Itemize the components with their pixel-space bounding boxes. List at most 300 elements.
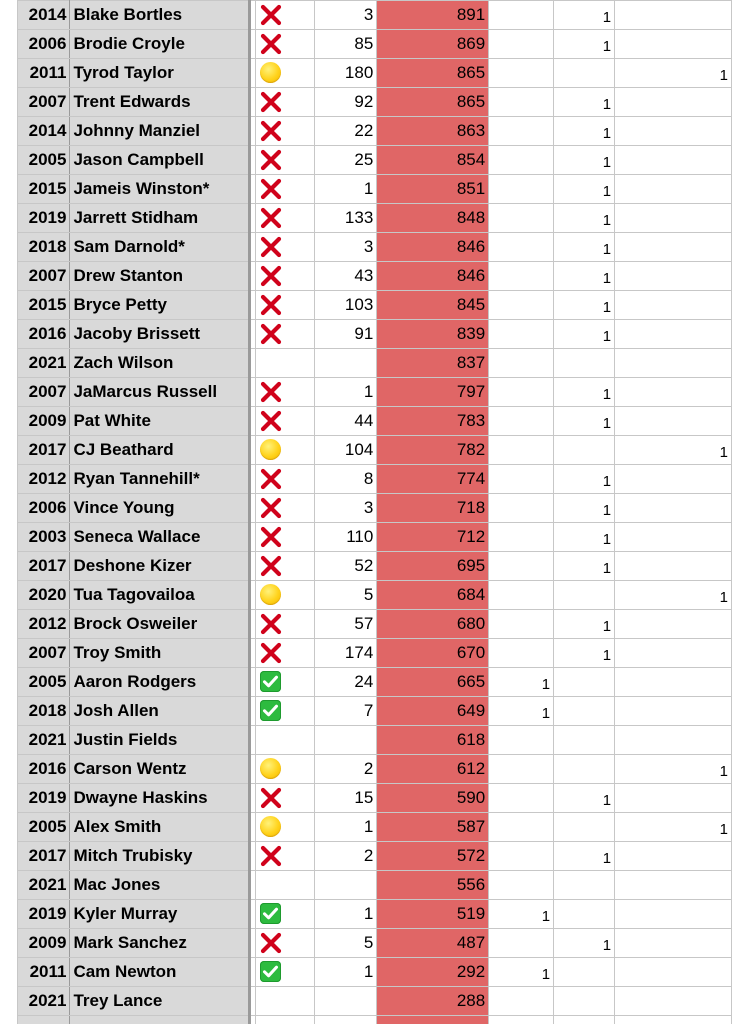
score-cell[interactable]: 288 xyxy=(377,987,489,1016)
bust-count-cell[interactable] xyxy=(554,233,615,262)
average-count-cell[interactable] xyxy=(615,378,732,407)
draft-year-cell[interactable]: 2014 xyxy=(18,117,70,146)
score-cell[interactable]: 665 xyxy=(377,668,489,697)
draft-year-cell[interactable]: 2003 xyxy=(18,523,70,552)
row-number-cell[interactable] xyxy=(0,784,18,813)
bust-count-cell[interactable] xyxy=(554,378,615,407)
success-count-cell[interactable] xyxy=(489,581,554,610)
score-cell[interactable]: 783 xyxy=(377,407,489,436)
pick-number-cell[interactable]: 1 xyxy=(315,378,377,407)
bust-count-cell[interactable] xyxy=(554,552,615,581)
success-count-cell[interactable] xyxy=(489,987,554,1016)
status-cell[interactable] xyxy=(256,784,315,813)
row-number-cell[interactable] xyxy=(0,523,18,552)
draft-year-cell[interactable]: 2021 xyxy=(18,871,70,900)
average-count-cell[interactable] xyxy=(615,871,732,900)
score-cell[interactable]: 839 xyxy=(377,320,489,349)
success-count-cell[interactable] xyxy=(489,407,554,436)
success-count-cell[interactable] xyxy=(489,1016,554,1024)
score-cell[interactable]: 865 xyxy=(377,59,489,88)
draft-year-cell[interactable]: 2009 xyxy=(18,407,70,436)
bust-count-cell[interactable] xyxy=(554,465,615,494)
draft-year-cell[interactable]: 2015 xyxy=(18,175,70,204)
score-cell[interactable]: 774 xyxy=(377,465,489,494)
success-count-cell[interactable] xyxy=(489,436,554,465)
success-count-cell[interactable] xyxy=(489,291,554,320)
draft-year-cell[interactable]: 2014 xyxy=(18,1,70,30)
status-cell[interactable] xyxy=(256,1016,315,1024)
pick-number-cell[interactable]: 3 xyxy=(315,233,377,262)
pick-number-cell[interactable]: 110 xyxy=(315,523,377,552)
bust-count-cell[interactable] xyxy=(554,929,615,958)
status-cell[interactable] xyxy=(256,552,315,581)
average-count-cell[interactable] xyxy=(615,523,732,552)
draft-year-cell[interactable]: 2007 xyxy=(18,639,70,668)
player-name-cell[interactable]: Jason Campbell xyxy=(70,146,250,175)
player-name-cell[interactable]: Ryan Tannehill* xyxy=(70,465,250,494)
draft-year-cell[interactable]: 2021 xyxy=(18,726,70,755)
success-count-cell[interactable] xyxy=(489,88,554,117)
row-number-cell[interactable] xyxy=(0,552,18,581)
score-cell[interactable]: 846 xyxy=(377,233,489,262)
average-count-cell[interactable] xyxy=(615,204,732,233)
status-cell[interactable] xyxy=(256,59,315,88)
score-cell[interactable]: 680 xyxy=(377,610,489,639)
draft-year-cell[interactable]: 2018 xyxy=(18,697,70,726)
bust-count-cell[interactable] xyxy=(554,349,615,378)
row-number-cell[interactable] xyxy=(0,349,18,378)
average-count-cell[interactable] xyxy=(615,1016,732,1024)
bust-count-cell[interactable] xyxy=(554,436,615,465)
row-number-cell[interactable] xyxy=(0,871,18,900)
success-count-cell[interactable] xyxy=(489,813,554,842)
score-cell[interactable]: 292 xyxy=(377,958,489,987)
pick-number-cell[interactable]: 133 xyxy=(315,204,377,233)
draft-year-cell[interactable]: 2015 xyxy=(18,291,70,320)
player-name-cell[interactable]: JaMarcus Russell xyxy=(70,378,250,407)
player-name-cell[interactable]: Tua Tagovailoa xyxy=(70,581,250,610)
average-count-cell[interactable] xyxy=(615,958,732,987)
bust-count-cell[interactable] xyxy=(554,581,615,610)
bust-count-cell[interactable] xyxy=(554,639,615,668)
bust-count-cell[interactable] xyxy=(554,755,615,784)
average-count-cell[interactable] xyxy=(615,1,732,30)
pick-number-cell[interactable]: 1 xyxy=(315,958,377,987)
draft-year-cell[interactable]: 2017 xyxy=(18,842,70,871)
success-count-cell[interactable] xyxy=(489,204,554,233)
status-cell[interactable] xyxy=(256,233,315,262)
pick-number-cell[interactable]: 180 xyxy=(315,59,377,88)
draft-year-cell[interactable]: 2016 xyxy=(18,320,70,349)
success-count-cell[interactable] xyxy=(489,784,554,813)
row-number-cell[interactable] xyxy=(0,900,18,929)
draft-year-cell[interactable]: 2011 xyxy=(18,958,70,987)
player-name-cell[interactable]: Mitch Trubisky xyxy=(70,842,250,871)
draft-year-cell[interactable]: 2020 xyxy=(18,581,70,610)
pick-number-cell[interactable]: 174 xyxy=(315,639,377,668)
bust-count-cell[interactable] xyxy=(554,146,615,175)
average-count-cell[interactable] xyxy=(615,842,732,871)
status-cell[interactable] xyxy=(256,755,315,784)
score-cell[interactable]: 556 xyxy=(377,871,489,900)
status-cell[interactable] xyxy=(256,378,315,407)
player-name-cell[interactable]: Drew Stanton xyxy=(70,262,250,291)
status-cell[interactable] xyxy=(256,30,315,59)
average-count-cell[interactable] xyxy=(615,349,732,378)
average-count-cell[interactable] xyxy=(615,88,732,117)
score-cell[interactable]: 854 xyxy=(377,146,489,175)
pick-number-cell[interactable]: 3 xyxy=(315,1,377,30)
score-cell[interactable] xyxy=(377,1016,489,1024)
draft-year-cell[interactable]: 2019 xyxy=(18,900,70,929)
pick-number-cell[interactable]: 85 xyxy=(315,30,377,59)
bust-count-cell[interactable] xyxy=(554,813,615,842)
row-number-cell[interactable] xyxy=(0,1016,18,1024)
player-name-cell[interactable]: Carson Wentz xyxy=(70,755,250,784)
success-count-cell[interactable] xyxy=(489,117,554,146)
player-name-cell[interactable]: Troy Smith xyxy=(70,639,250,668)
player-name-cell[interactable]: Cam Newton xyxy=(70,958,250,987)
status-cell[interactable] xyxy=(256,88,315,117)
row-number-cell[interactable] xyxy=(0,958,18,987)
row-number-cell[interactable] xyxy=(0,929,18,958)
average-count-cell[interactable] xyxy=(615,784,732,813)
player-name-cell[interactable]: CJ Beathard xyxy=(70,436,250,465)
average-count-cell[interactable] xyxy=(615,233,732,262)
draft-year-cell[interactable]: 2018 xyxy=(18,233,70,262)
status-cell[interactable] xyxy=(256,900,315,929)
pick-number-cell[interactable]: 22 xyxy=(315,117,377,146)
score-cell[interactable]: 797 xyxy=(377,378,489,407)
score-cell[interactable]: 846 xyxy=(377,262,489,291)
bust-count-cell[interactable] xyxy=(554,1016,615,1024)
status-cell[interactable] xyxy=(256,929,315,958)
player-name-cell[interactable]: Jacoby Brissett xyxy=(70,320,250,349)
score-cell[interactable]: 590 xyxy=(377,784,489,813)
draft-year-cell[interactable]: 2019 xyxy=(18,204,70,233)
pick-number-cell[interactable]: 2 xyxy=(315,842,377,871)
bust-count-cell[interactable] xyxy=(554,117,615,146)
score-cell[interactable]: 782 xyxy=(377,436,489,465)
row-number-cell[interactable] xyxy=(0,175,18,204)
player-name-cell[interactable]: Johnny Manziel xyxy=(70,117,250,146)
success-count-cell[interactable] xyxy=(489,958,554,987)
success-count-cell[interactable] xyxy=(489,349,554,378)
average-count-cell[interactable] xyxy=(615,900,732,929)
status-cell[interactable] xyxy=(256,436,315,465)
bust-count-cell[interactable] xyxy=(554,610,615,639)
score-cell[interactable]: 865 xyxy=(377,88,489,117)
player-name-cell[interactable]: Kyler Murray xyxy=(70,900,250,929)
success-count-cell[interactable] xyxy=(489,1,554,30)
average-count-cell[interactable] xyxy=(615,407,732,436)
row-number-cell[interactable] xyxy=(0,30,18,59)
draft-year-cell[interactable]: 2005 xyxy=(18,813,70,842)
player-name-cell[interactable] xyxy=(70,1016,250,1024)
status-cell[interactable] xyxy=(256,407,315,436)
draft-year-cell[interactable]: 2019 xyxy=(18,784,70,813)
row-number-cell[interactable] xyxy=(0,262,18,291)
player-name-cell[interactable]: Dwayne Haskins xyxy=(70,784,250,813)
score-cell[interactable]: 684 xyxy=(377,581,489,610)
score-cell[interactable]: 851 xyxy=(377,175,489,204)
average-count-cell[interactable] xyxy=(615,697,732,726)
player-name-cell[interactable]: Jameis Winston* xyxy=(70,175,250,204)
status-cell[interactable] xyxy=(256,987,315,1016)
pick-number-cell[interactable]: 25 xyxy=(315,146,377,175)
draft-year-cell[interactable]: 2017 xyxy=(18,552,70,581)
success-count-cell[interactable] xyxy=(489,755,554,784)
draft-year-cell[interactable]: 2021 xyxy=(18,349,70,378)
status-cell[interactable] xyxy=(256,146,315,175)
status-cell[interactable] xyxy=(256,291,315,320)
bust-count-cell[interactable] xyxy=(554,523,615,552)
row-number-cell[interactable] xyxy=(0,465,18,494)
score-cell[interactable]: 869 xyxy=(377,30,489,59)
row-number-cell[interactable] xyxy=(0,842,18,871)
player-name-cell[interactable]: Zach Wilson xyxy=(70,349,250,378)
pick-number-cell[interactable]: 5 xyxy=(315,581,377,610)
pick-number-cell[interactable]: 8 xyxy=(315,465,377,494)
row-number-cell[interactable] xyxy=(0,755,18,784)
row-number-cell[interactable] xyxy=(0,436,18,465)
average-count-cell[interactable] xyxy=(615,929,732,958)
row-number-cell[interactable] xyxy=(0,610,18,639)
score-cell[interactable]: 848 xyxy=(377,204,489,233)
bust-count-cell[interactable] xyxy=(554,900,615,929)
draft-year-cell[interactable] xyxy=(18,1016,70,1024)
bust-count-cell[interactable] xyxy=(554,697,615,726)
pick-number-cell[interactable]: 52 xyxy=(315,552,377,581)
row-number-cell[interactable] xyxy=(0,291,18,320)
player-name-cell[interactable]: Brock Osweiler xyxy=(70,610,250,639)
player-name-cell[interactable]: Trent Edwards xyxy=(70,88,250,117)
bust-count-cell[interactable] xyxy=(554,30,615,59)
bust-count-cell[interactable] xyxy=(554,59,615,88)
average-count-cell[interactable] xyxy=(615,668,732,697)
bust-count-cell[interactable] xyxy=(554,262,615,291)
status-cell[interactable] xyxy=(256,320,315,349)
bust-count-cell[interactable] xyxy=(554,842,615,871)
player-name-cell[interactable]: Brodie Croyle xyxy=(70,30,250,59)
player-name-cell[interactable]: Seneca Wallace xyxy=(70,523,250,552)
score-cell[interactable]: 649 xyxy=(377,697,489,726)
score-cell[interactable]: 618 xyxy=(377,726,489,755)
status-cell[interactable] xyxy=(256,871,315,900)
average-count-cell[interactable] xyxy=(615,726,732,755)
success-count-cell[interactable] xyxy=(489,30,554,59)
pick-number-cell[interactable]: 43 xyxy=(315,262,377,291)
status-cell[interactable] xyxy=(256,175,315,204)
bust-count-cell[interactable] xyxy=(554,668,615,697)
row-number-cell[interactable] xyxy=(0,987,18,1016)
player-name-cell[interactable]: Deshone Kizer xyxy=(70,552,250,581)
row-number-cell[interactable] xyxy=(0,581,18,610)
pick-number-cell[interactable] xyxy=(315,349,377,378)
draft-year-cell[interactable]: 2012 xyxy=(18,465,70,494)
player-name-cell[interactable]: Mac Jones xyxy=(70,871,250,900)
pick-number-cell[interactable]: 103 xyxy=(315,291,377,320)
row-number-cell[interactable] xyxy=(0,320,18,349)
player-name-cell[interactable]: Sam Darnold* xyxy=(70,233,250,262)
score-cell[interactable]: 837 xyxy=(377,349,489,378)
pick-number-cell[interactable]: 3 xyxy=(315,494,377,523)
pick-number-cell[interactable]: 91 xyxy=(315,320,377,349)
player-name-cell[interactable]: Bryce Petty xyxy=(70,291,250,320)
success-count-cell[interactable] xyxy=(489,378,554,407)
status-cell[interactable] xyxy=(256,581,315,610)
draft-year-cell[interactable]: 2007 xyxy=(18,262,70,291)
draft-year-cell[interactable]: 2012 xyxy=(18,610,70,639)
bust-count-cell[interactable] xyxy=(554,88,615,117)
status-cell[interactable] xyxy=(256,726,315,755)
player-name-cell[interactable]: Tyrod Taylor xyxy=(70,59,250,88)
status-cell[interactable] xyxy=(256,117,315,146)
status-cell[interactable] xyxy=(256,610,315,639)
row-number-cell[interactable] xyxy=(0,494,18,523)
status-cell[interactable] xyxy=(256,842,315,871)
success-count-cell[interactable] xyxy=(489,262,554,291)
status-cell[interactable] xyxy=(256,204,315,233)
row-number-cell[interactable] xyxy=(0,407,18,436)
score-cell[interactable]: 519 xyxy=(377,900,489,929)
pick-number-cell[interactable] xyxy=(315,726,377,755)
status-cell[interactable] xyxy=(256,639,315,668)
success-count-cell[interactable] xyxy=(489,233,554,262)
pick-number-cell[interactable]: 104 xyxy=(315,436,377,465)
row-number-cell[interactable] xyxy=(0,59,18,88)
success-count-cell[interactable] xyxy=(489,175,554,204)
average-count-cell[interactable] xyxy=(615,755,732,784)
bust-count-cell[interactable] xyxy=(554,175,615,204)
status-cell[interactable] xyxy=(256,813,315,842)
bust-count-cell[interactable] xyxy=(554,204,615,233)
average-count-cell[interactable] xyxy=(615,610,732,639)
draft-year-cell[interactable]: 2007 xyxy=(18,88,70,117)
bust-count-cell[interactable] xyxy=(554,407,615,436)
success-count-cell[interactable] xyxy=(489,842,554,871)
score-cell[interactable]: 487 xyxy=(377,929,489,958)
success-count-cell[interactable] xyxy=(489,726,554,755)
pick-number-cell[interactable]: 92 xyxy=(315,88,377,117)
average-count-cell[interactable] xyxy=(615,494,732,523)
score-cell[interactable]: 670 xyxy=(377,639,489,668)
draft-year-cell[interactable]: 2005 xyxy=(18,146,70,175)
row-number-cell[interactable] xyxy=(0,146,18,175)
player-name-cell[interactable]: Mark Sanchez xyxy=(70,929,250,958)
pick-number-cell[interactable] xyxy=(315,871,377,900)
average-count-cell[interactable] xyxy=(615,987,732,1016)
player-name-cell[interactable]: Jarrett Stidham xyxy=(70,204,250,233)
draft-year-cell[interactable]: 2006 xyxy=(18,30,70,59)
row-number-cell[interactable] xyxy=(0,726,18,755)
score-cell[interactable]: 572 xyxy=(377,842,489,871)
status-cell[interactable] xyxy=(256,1,315,30)
status-cell[interactable] xyxy=(256,668,315,697)
status-cell[interactable] xyxy=(256,465,315,494)
bust-count-cell[interactable] xyxy=(554,494,615,523)
status-cell[interactable] xyxy=(256,262,315,291)
average-count-cell[interactable] xyxy=(615,320,732,349)
pick-number-cell[interactable]: 1 xyxy=(315,813,377,842)
draft-year-cell[interactable]: 2006 xyxy=(18,494,70,523)
status-cell[interactable] xyxy=(256,494,315,523)
pick-number-cell[interactable]: 24 xyxy=(315,668,377,697)
bust-count-cell[interactable] xyxy=(554,291,615,320)
average-count-cell[interactable] xyxy=(615,639,732,668)
row-number-cell[interactable] xyxy=(0,88,18,117)
success-count-cell[interactable] xyxy=(489,552,554,581)
pick-number-cell[interactable]: 5 xyxy=(315,929,377,958)
average-count-cell[interactable] xyxy=(615,813,732,842)
row-number-cell[interactable] xyxy=(0,204,18,233)
bust-count-cell[interactable] xyxy=(554,320,615,349)
row-number-cell[interactable] xyxy=(0,697,18,726)
average-count-cell[interactable] xyxy=(615,581,732,610)
draft-year-cell[interactable]: 2005 xyxy=(18,668,70,697)
bust-count-cell[interactable] xyxy=(554,958,615,987)
player-name-cell[interactable]: Aaron Rodgers xyxy=(70,668,250,697)
average-count-cell[interactable] xyxy=(615,552,732,581)
success-count-cell[interactable] xyxy=(489,668,554,697)
bust-count-cell[interactable] xyxy=(554,784,615,813)
score-cell[interactable]: 587 xyxy=(377,813,489,842)
success-count-cell[interactable] xyxy=(489,639,554,668)
pick-number-cell[interactable] xyxy=(315,1016,377,1024)
average-count-cell[interactable] xyxy=(615,465,732,494)
score-cell[interactable]: 718 xyxy=(377,494,489,523)
success-count-cell[interactable] xyxy=(489,320,554,349)
average-count-cell[interactable] xyxy=(615,30,732,59)
score-cell[interactable]: 863 xyxy=(377,117,489,146)
row-number-cell[interactable] xyxy=(0,117,18,146)
player-name-cell[interactable]: Trey Lance xyxy=(70,987,250,1016)
row-number-cell[interactable] xyxy=(0,813,18,842)
row-number-cell[interactable] xyxy=(0,233,18,262)
pick-number-cell[interactable]: 44 xyxy=(315,407,377,436)
bust-count-cell[interactable] xyxy=(554,1,615,30)
average-count-cell[interactable] xyxy=(615,59,732,88)
player-name-cell[interactable]: Blake Bortles xyxy=(70,1,250,30)
status-cell[interactable] xyxy=(256,523,315,552)
success-count-cell[interactable] xyxy=(489,610,554,639)
score-cell[interactable]: 612 xyxy=(377,755,489,784)
pick-number-cell[interactable]: 1 xyxy=(315,900,377,929)
average-count-cell[interactable] xyxy=(615,291,732,320)
average-count-cell[interactable] xyxy=(615,436,732,465)
pick-number-cell[interactable]: 1 xyxy=(315,175,377,204)
average-count-cell[interactable] xyxy=(615,117,732,146)
bust-count-cell[interactable] xyxy=(554,871,615,900)
pick-number-cell[interactable]: 2 xyxy=(315,755,377,784)
row-number-cell[interactable] xyxy=(0,668,18,697)
score-cell[interactable]: 712 xyxy=(377,523,489,552)
average-count-cell[interactable] xyxy=(615,262,732,291)
draft-year-cell[interactable]: 2021 xyxy=(18,987,70,1016)
score-cell[interactable]: 891 xyxy=(377,1,489,30)
pick-number-cell[interactable]: 15 xyxy=(315,784,377,813)
draft-year-cell[interactable]: 2007 xyxy=(18,378,70,407)
pick-number-cell[interactable]: 7 xyxy=(315,697,377,726)
success-count-cell[interactable] xyxy=(489,494,554,523)
player-name-cell[interactable]: Vince Young xyxy=(70,494,250,523)
bust-count-cell[interactable] xyxy=(554,987,615,1016)
draft-year-cell[interactable]: 2011 xyxy=(18,59,70,88)
draft-year-cell[interactable]: 2016 xyxy=(18,755,70,784)
draft-year-cell[interactable]: 2017 xyxy=(18,436,70,465)
row-number-cell[interactable] xyxy=(0,1,18,30)
success-count-cell[interactable] xyxy=(489,871,554,900)
